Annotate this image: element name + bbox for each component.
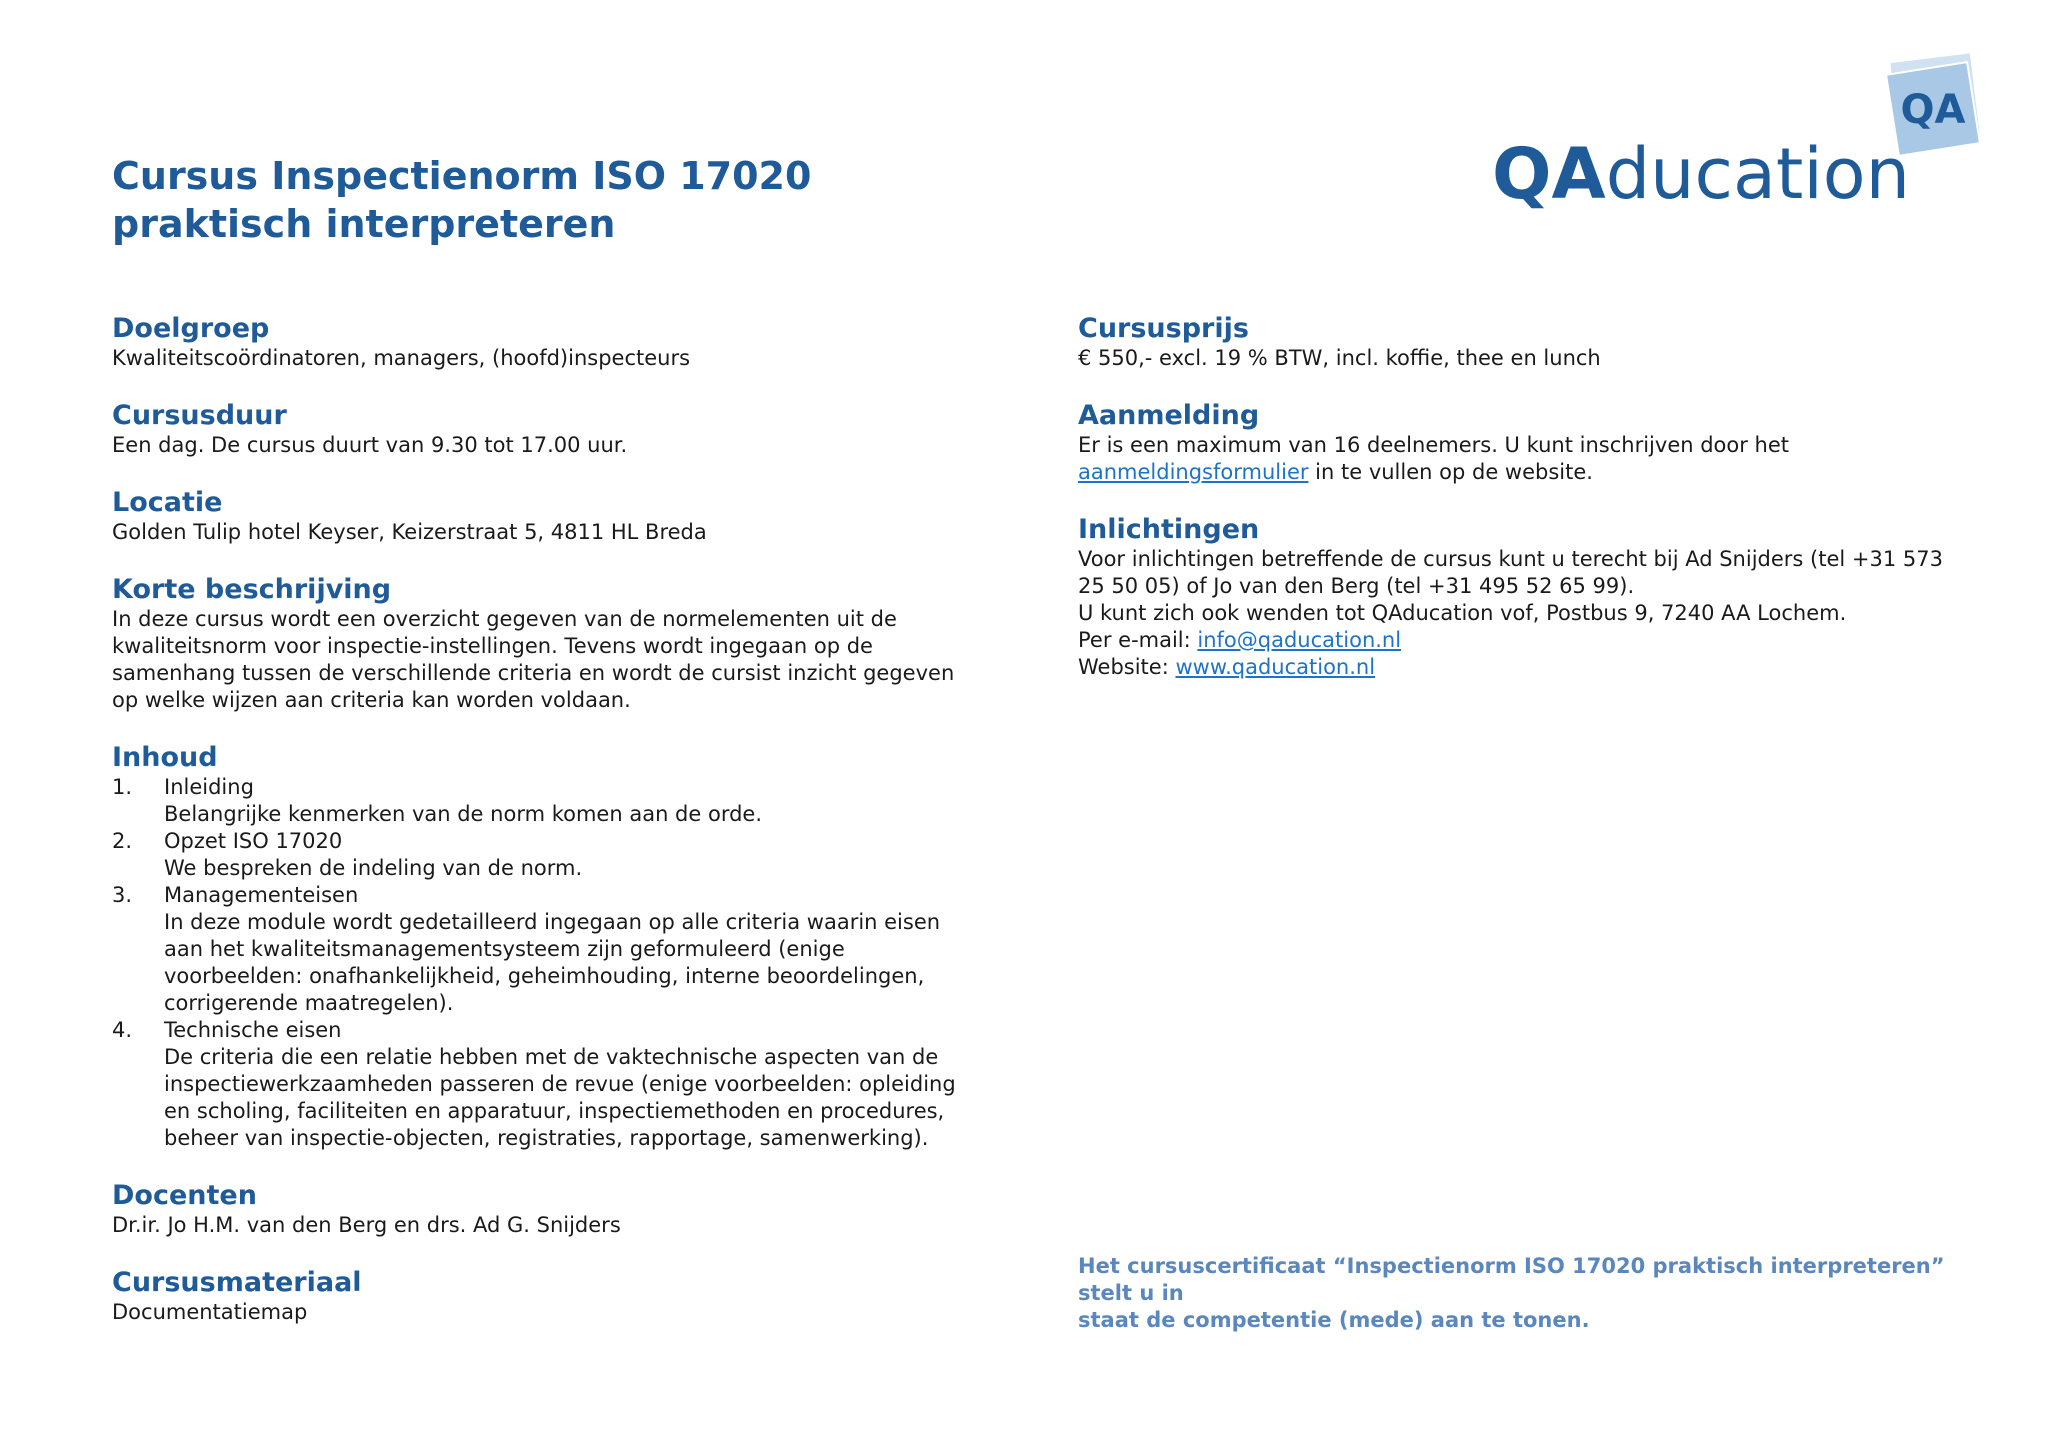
list-number: 3. xyxy=(112,883,133,907)
text-cursusmateriaal: Documentatiemap xyxy=(112,1300,308,1324)
heading-docenten: Docenten xyxy=(112,1180,257,1211)
section-inlichtingen xyxy=(1078,513,1968,681)
list-item-title: Opzet ISO 17020 xyxy=(164,829,343,853)
website-line xyxy=(1078,654,1968,681)
text-fragment: in te vullen op de website. xyxy=(1308,460,1593,484)
text-doelgroep: Kwaliteitscoördinatoren, managers, (hoofd)inspecteurs xyxy=(112,346,691,370)
email-line xyxy=(1078,627,1968,654)
list-item-title: Managementeisen xyxy=(164,883,359,907)
website-label: Website: xyxy=(1078,655,1176,679)
section-cursusduur xyxy=(112,399,1002,459)
list-item-title: Technische eisen xyxy=(164,1018,342,1042)
list-item-desc: aan het kwaliteitsmanagementsysteem zijn geformuleerd (enige xyxy=(164,937,845,961)
text-line: kwaliteitsnorm voor inspectie-instellingen. Tevens wordt ingegaan op de xyxy=(112,634,873,658)
heading-cursusduur: Cursusduur xyxy=(112,400,287,431)
section-doelgroep xyxy=(112,312,1002,372)
logo-wordmark-qa: QA xyxy=(1492,133,1606,212)
list-number: 1. xyxy=(112,775,133,799)
text-line xyxy=(1078,459,1968,486)
left-column xyxy=(112,312,1002,1353)
text-line: In deze cursus wordt een overzicht gegeven van de normelementen uit de xyxy=(112,607,897,631)
text-beschrijving xyxy=(112,606,1002,714)
text-line: op welke wijzen aan criteria kan worden voldaan. xyxy=(112,688,631,712)
text-cursusprijs: € 550,- excl. 19 % BTW, incl. koffie, thee en lunch xyxy=(1078,346,1601,370)
qa-logo xyxy=(1490,52,2000,212)
text-locatie: Golden Tulip hotel Keyser, Keizerstraat 5, 4811 HL Breda xyxy=(112,520,707,544)
text-line: Voor inlichtingen betreffende de cursus kunt u terecht bij Ad Snijders (tel +31 573 xyxy=(1078,547,1943,571)
certificate-note xyxy=(1078,1253,1958,1334)
right-column xyxy=(1078,312,1968,708)
heading-cursusmateriaal: Cursusmateriaal xyxy=(112,1267,362,1298)
website-link[interactable]: www.qaducation.nl xyxy=(1175,655,1376,679)
heading-locatie: Locatie xyxy=(112,487,223,518)
page-title: Cursus Inspectienorm ISO 17020 praktisch interpreteren xyxy=(112,154,812,246)
text-aanmelding xyxy=(1078,432,1968,486)
heading-cursusprijs: Cursusprijs xyxy=(1078,313,1249,344)
section-docenten xyxy=(112,1179,1002,1239)
certificate-line: staat de competentie (mede) aan te tonen. xyxy=(1078,1308,1590,1332)
text-line: samenhang tussen de verschillende criteria en wordt de cursist inzicht gegeven xyxy=(112,661,955,685)
list-item-desc: De criteria die een relatie hebben met de vaktechnische aspecten van de xyxy=(164,1045,939,1069)
list-item-desc: We bespreken de indeling van de norm. xyxy=(164,856,583,880)
list-number: 2. xyxy=(112,829,133,853)
svg-text:QAducation xyxy=(1492,133,1910,212)
text-line: 25 50 05) of Jo van den Berg (tel +31 495 52 65 99). xyxy=(1078,574,1635,598)
list-item-desc: inspectiewerkzaamheden passeren de revue (enige voorbeelden: opleiding xyxy=(164,1072,956,1096)
list-item-desc: Belangrijke kenmerken van de norm komen aan de orde. xyxy=(164,802,763,826)
heading-beschrijving: Korte beschrijving xyxy=(112,574,392,605)
logo-wordmark-rest: ducation xyxy=(1605,133,1910,212)
aanmeldingsformulier-link[interactable]: aanmeldingsformulier xyxy=(1078,460,1309,484)
list-item xyxy=(112,882,1002,1017)
heading-inlichtingen: Inlichtingen xyxy=(1078,514,1260,545)
list-item-desc: en scholing, faciliteiten en apparatuur, inspectiemethoden en procedures, xyxy=(164,1099,945,1123)
section-cursusmateriaal xyxy=(112,1266,1002,1326)
list-item xyxy=(112,774,1002,828)
heading-doelgroep: Doelgroep xyxy=(112,313,270,344)
list-item xyxy=(112,828,1002,882)
section-inhoud xyxy=(112,741,1002,1152)
list-item xyxy=(112,1017,1002,1152)
logo-badge-text: QA xyxy=(1900,87,1966,133)
heading-inhoud: Inhoud xyxy=(112,742,218,773)
list-item-title: Inleiding xyxy=(164,775,254,799)
email-label: Per e-mail: xyxy=(1078,628,1198,652)
certificate-line: Het cursuscertificaat “Inspectienorm ISO 17020 praktisch interpreteren” stelt u in xyxy=(1078,1254,1945,1305)
email-link[interactable]: info@qaducation.nl xyxy=(1197,628,1402,652)
section-cursusprijs xyxy=(1078,312,1968,372)
text-cursusduur: Een dag. De cursus duurt van 9.30 tot 17.00 uur. xyxy=(112,433,628,457)
text-docenten: Dr.ir. Jo H.M. van den Berg en drs. Ad G. Snijders xyxy=(112,1213,621,1237)
list-item-desc: In deze module wordt gedetailleerd ingegaan op alle criteria waarin eisen xyxy=(164,910,941,934)
text-line: U kunt zich ook wenden tot QAducation vof, Postbus 9, 7240 AA Lochem. xyxy=(1078,601,1847,625)
list-item-desc: beheer van inspectie-objecten, registraties, rapportage, samenwerking). xyxy=(164,1126,929,1150)
contents-list xyxy=(112,774,1002,1152)
section-locatie xyxy=(112,486,1002,546)
section-aanmelding xyxy=(1078,399,1968,486)
text-line: Er is een maximum van 16 deelnemers. U kunt inschrijven door het xyxy=(1078,433,1790,457)
text-inlichtingen xyxy=(1078,546,1968,681)
section-beschrijving xyxy=(112,573,1002,714)
list-item-desc: corrigerende maatregelen). xyxy=(164,991,454,1015)
heading-aanmelding: Aanmelding xyxy=(1078,400,1260,431)
list-item-desc: voorbeelden: onafhankelijkheid, geheimhouding, interne beoordelingen, xyxy=(164,964,925,988)
list-number: 4. xyxy=(112,1018,133,1042)
